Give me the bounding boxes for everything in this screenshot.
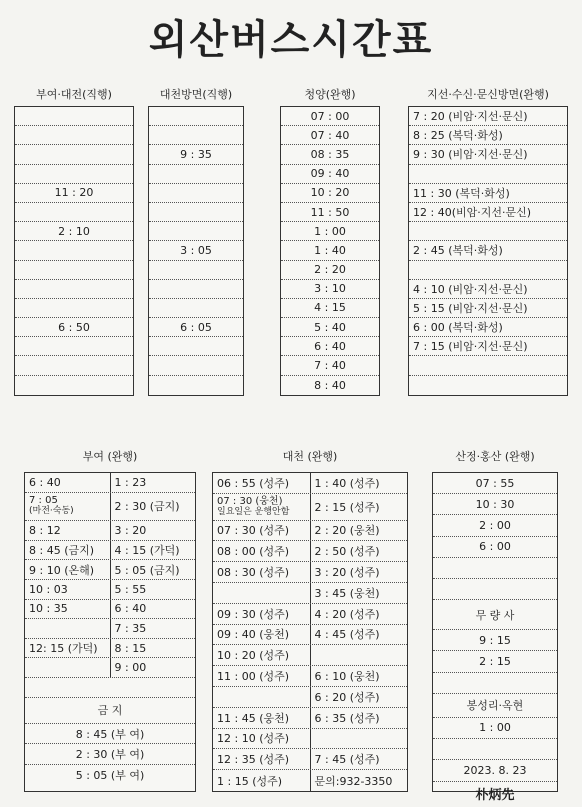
table-row [149, 222, 243, 241]
time-cell: 2 : 50 (성주) [314, 545, 380, 559]
time-cell: 6 : 50 [58, 320, 90, 334]
time-text: 08 : 00 (성주) [217, 545, 290, 559]
table-row [25, 521, 195, 541]
table-row [409, 261, 567, 280]
time-cell: 4 : 20 (성주) [314, 607, 380, 621]
table-row [15, 165, 133, 184]
time-cell: 08 : 35 [310, 147, 350, 161]
time-cell: 6 : 20 (성주) [314, 690, 380, 704]
table-row [149, 299, 243, 318]
table-row [213, 562, 407, 583]
time-cell [25, 600, 111, 619]
time-cell: 7 : 20 (비암·지선·문신) [413, 110, 528, 124]
time-cell: 2 : 20 (웅천) [314, 524, 380, 538]
table-buyeo-daejeon [14, 106, 134, 396]
time-cell: 9 : 15 [479, 633, 511, 647]
time-cell: 3 : 20 (성주) [314, 566, 380, 580]
table-jiseon [408, 106, 568, 396]
table-row [149, 337, 243, 356]
table-row [149, 261, 243, 280]
time-text: 12 : 35 (성주) [217, 753, 290, 767]
table-row [25, 493, 195, 522]
time-cell: 11 : 50 [310, 205, 350, 219]
time-cell [213, 562, 311, 582]
table-row [149, 318, 243, 337]
section-heading: 무 량 사 [475, 608, 515, 622]
time-cell [213, 583, 311, 603]
time-cell: 5 : 05 (부 여) [75, 768, 145, 782]
table-row [213, 749, 407, 770]
table-row [281, 318, 379, 337]
table-row [25, 744, 195, 764]
time-cell: 6 : 00 [479, 540, 511, 554]
time-cell: 4 : 15 [314, 301, 346, 315]
time-cell: 6 : 10 (웅천) [314, 670, 380, 684]
time-cell: 6 : 40 [314, 339, 346, 353]
time-cell: 2 : 10 [58, 224, 90, 238]
table-row [409, 203, 567, 222]
time-cell: 11 : 20 [54, 186, 94, 200]
route-note: (마전·숙동) [29, 506, 74, 517]
time-cell [25, 493, 111, 521]
time-cell [25, 619, 111, 638]
table-row [15, 337, 133, 356]
time-text: 09 : 30 (성주) [217, 607, 290, 621]
table-row [149, 203, 243, 222]
table-row [281, 165, 379, 184]
time-cell: 1 : 00 [479, 721, 511, 735]
table-row [433, 579, 557, 600]
time-cell: 9 : 00 [114, 661, 147, 675]
time-text: 10 : 03 [29, 582, 68, 596]
time-cell: 4 : 10 (비암·지선·문신) [413, 282, 528, 296]
table-row [149, 280, 243, 299]
time-text: 11 : 45 (웅천) [217, 711, 290, 725]
table-row [213, 583, 407, 604]
table-row [433, 782, 557, 804]
time-cell [213, 473, 311, 493]
time-cell [25, 473, 111, 492]
time-cell: 10 : 20 [310, 186, 350, 200]
time-text: 9 : 10 (온해) [29, 563, 95, 577]
table-buyeo-local [24, 472, 196, 792]
table-row [409, 165, 567, 184]
time-cell [213, 729, 311, 749]
time-cell: 3 : 05 [180, 243, 212, 257]
table-row [25, 678, 195, 698]
table-row [409, 337, 567, 356]
table-daecheon-local [212, 472, 408, 792]
time-text: 7 : 05 [29, 495, 58, 507]
table-row [213, 473, 407, 494]
column-heading-cheongyang: 청양(완행) [304, 88, 356, 101]
table-row [213, 521, 407, 542]
time-cell: 7 : 15 (비암·지선·문신) [413, 340, 528, 354]
table-row [281, 337, 379, 356]
table-row [433, 630, 557, 651]
time-cell [213, 645, 311, 665]
time-cell: 9 : 35 [180, 147, 212, 161]
time-cell: 1 : 40 [314, 243, 346, 257]
table-row [409, 356, 567, 375]
time-text: 07 : 30 (웅천) [217, 495, 283, 507]
table-row [281, 145, 379, 164]
table-row [281, 261, 379, 280]
time-text: 09 : 40 (웅천) [217, 628, 290, 642]
time-text: 11 : 00 (성주) [217, 670, 290, 684]
table-row [15, 299, 133, 318]
table-row [25, 724, 195, 744]
time-cell: 7 : 35 [114, 621, 147, 635]
time-cell: 4 : 45 (성주) [314, 628, 380, 642]
time-text: 12 : 10 (성주) [217, 732, 290, 746]
time-cell: 12 : 40(비암·지선·문신) [413, 206, 532, 220]
time-cell: 6 : 05 [180, 320, 212, 334]
time-text: 12: 15 (가덕) [29, 642, 98, 656]
page-title: 외산버스시간표 [148, 15, 434, 63]
section-heading: 봉성리·옥현 [466, 699, 524, 713]
table-row [433, 760, 557, 782]
table-row [281, 241, 379, 260]
table-row [433, 694, 557, 718]
time-cell [311, 729, 408, 749]
table-row [15, 222, 133, 241]
time-cell: 5 : 15 (비암·지선·문신) [413, 301, 528, 315]
table-row [25, 560, 195, 580]
table-row [433, 494, 557, 515]
time-cell: 6 : 00 (복덕·화성) [413, 321, 503, 335]
time-cell: 5 : 05 (금지) [114, 563, 180, 577]
time-cell: 1 : 40 (성주) [314, 476, 380, 490]
table-row [15, 280, 133, 299]
table-row [213, 687, 407, 708]
table-row [15, 145, 133, 164]
column-heading-daecheon-direct: 대천방면(직행) [159, 88, 233, 101]
table-row [149, 356, 243, 375]
table-row [149, 107, 243, 126]
table-row [213, 729, 407, 750]
table-row [409, 241, 567, 260]
table-row [149, 376, 243, 395]
time-cell [25, 541, 111, 560]
section-heading: 금 지 [97, 704, 123, 718]
table-row [433, 600, 557, 630]
table-row [15, 356, 133, 375]
geumji-heading-row [25, 698, 195, 724]
table-row [281, 184, 379, 203]
table-row [409, 376, 567, 395]
table-row [213, 708, 407, 729]
table-row [433, 673, 557, 694]
time-cell [25, 560, 111, 579]
time-cell: 3 : 20 [114, 523, 147, 537]
time-cell: 7 : 40 [314, 359, 346, 373]
time-cell: 2 : 00 [479, 518, 511, 532]
time-text: 8 : 12 [29, 523, 61, 537]
table-row [149, 241, 243, 260]
table-row [15, 241, 133, 260]
table-row [15, 107, 133, 126]
time-cell: 9 : 30 (비암·지선·문신) [413, 148, 528, 162]
time-cell: 2 : 20 [314, 263, 346, 277]
time-cell [213, 749, 311, 769]
time-cell: 8 : 40 [314, 378, 346, 392]
table-row [281, 107, 379, 126]
signature: 朴炳先 [475, 787, 515, 803]
time-cell [25, 580, 111, 599]
table-row [149, 145, 243, 164]
column-heading-buyeo-local: 부여 (완행) [82, 450, 138, 463]
date-text: 2023. 8. 23 [463, 764, 527, 778]
time-cell [25, 658, 111, 677]
time-cell [25, 639, 111, 658]
table-row [213, 770, 407, 791]
time-cell: 2 : 45 (복덕·화성) [413, 244, 503, 258]
time-cell: 09 : 40 [310, 167, 350, 181]
time-cell: 4 : 15 (가덕) [114, 544, 180, 558]
table-row [15, 318, 133, 337]
table-row [433, 718, 557, 739]
table-row [433, 558, 557, 579]
table-row [25, 658, 195, 678]
table-row [281, 376, 379, 395]
table-row [213, 645, 407, 666]
table-row [433, 473, 557, 494]
time-cell: 5 : 40 [314, 320, 346, 334]
time-text: 8 : 45 (금지) [29, 544, 95, 558]
time-cell: 07 : 40 [310, 128, 350, 142]
table-row [433, 651, 557, 672]
time-text: 10 : 35 [29, 602, 68, 616]
table-row [433, 739, 557, 760]
time-cell: 10 : 30 [475, 497, 515, 511]
time-cell: 2 : 30 (부 여) [75, 747, 145, 761]
table-sanjeong [432, 472, 558, 803]
table-row [213, 541, 407, 562]
table-row [281, 356, 379, 375]
table-row [25, 639, 195, 659]
table-row [15, 261, 133, 280]
table-row [409, 184, 567, 203]
table-row [409, 222, 567, 241]
time-text: 6 : 40 [29, 475, 61, 489]
table-row [213, 666, 407, 687]
table-row [149, 165, 243, 184]
time-cell: 3 : 10 [314, 282, 346, 296]
table-row [15, 203, 133, 222]
column-heading-sanjeong: 산정·홍산 (완행) [455, 450, 535, 463]
table-row [409, 280, 567, 299]
time-cell: 6 : 35 (성주) [314, 711, 380, 725]
table-row [149, 126, 243, 145]
table-row [409, 107, 567, 126]
table-row [25, 600, 195, 620]
route-note: 일요일은 운행안함 [217, 506, 290, 517]
time-cell: 2 : 15 [479, 654, 511, 668]
table-row [15, 184, 133, 203]
time-cell [213, 708, 311, 728]
time-cell [311, 645, 408, 665]
column-heading-daecheon-local: 대천 (완행) [282, 450, 338, 463]
table-row [281, 299, 379, 318]
time-cell [213, 687, 311, 707]
table-row [409, 126, 567, 145]
time-cell: 2 : 15 (성주) [314, 500, 380, 514]
time-cell [213, 625, 311, 645]
time-cell [25, 521, 111, 540]
time-cell: 8 : 45 (부 여) [75, 727, 145, 741]
table-row [433, 537, 557, 558]
contact-phone: 문의:932-3350 [314, 774, 393, 788]
table-row [25, 765, 195, 785]
table-row [25, 619, 195, 639]
time-cell: 3 : 45 (웅천) [314, 586, 380, 600]
time-cell: 1 : 23 [114, 475, 147, 489]
table-row [213, 604, 407, 625]
column-heading-buyeo-daejeon: 부여·대전(직행) [36, 88, 112, 101]
table-row [281, 203, 379, 222]
time-cell [213, 604, 311, 624]
time-cell: 07 : 00 [310, 109, 350, 123]
time-cell [213, 521, 311, 541]
time-cell: 11 : 30 (복덕·화성) [413, 186, 510, 200]
time-cell: 6 : 40 [114, 602, 147, 616]
table-row [281, 126, 379, 145]
table-row [15, 376, 133, 395]
table-row [409, 318, 567, 337]
table-row [409, 299, 567, 318]
time-text: 08 : 30 (성주) [217, 566, 290, 580]
time-cell [213, 494, 311, 520]
time-cell: 7 : 45 (성주) [314, 753, 380, 767]
table-row [409, 145, 567, 164]
table-row [281, 280, 379, 299]
time-cell: 8 : 15 [114, 641, 147, 655]
time-cell: 07 : 55 [475, 476, 515, 490]
table-row [25, 473, 195, 493]
table-row [25, 541, 195, 561]
time-cell: 5 : 55 [114, 582, 147, 596]
time-cell [213, 541, 311, 561]
time-text: 06 : 55 (성주) [217, 476, 290, 490]
table-row [433, 515, 557, 536]
time-cell [213, 770, 311, 791]
table-row [149, 184, 243, 203]
time-text: 1 : 15 (성주) [217, 774, 283, 788]
table-row [213, 494, 407, 521]
time-cell: 2 : 30 (금지) [114, 500, 180, 514]
table-row [281, 222, 379, 241]
table-row [15, 126, 133, 145]
time-text: 07 : 30 (성주) [217, 524, 290, 538]
time-text: 10 : 20 (성주) [217, 649, 290, 663]
table-row [25, 580, 195, 600]
column-heading-jiseon: 지선·수신·문신방면(완행) [427, 88, 549, 101]
time-cell [213, 666, 311, 686]
table-row [213, 625, 407, 646]
table-cheongyang [280, 106, 380, 396]
time-cell: 1 : 00 [314, 224, 346, 238]
table-daecheon-direct [148, 106, 244, 396]
time-cell: 8 : 25 (복덕·화성) [413, 129, 503, 143]
